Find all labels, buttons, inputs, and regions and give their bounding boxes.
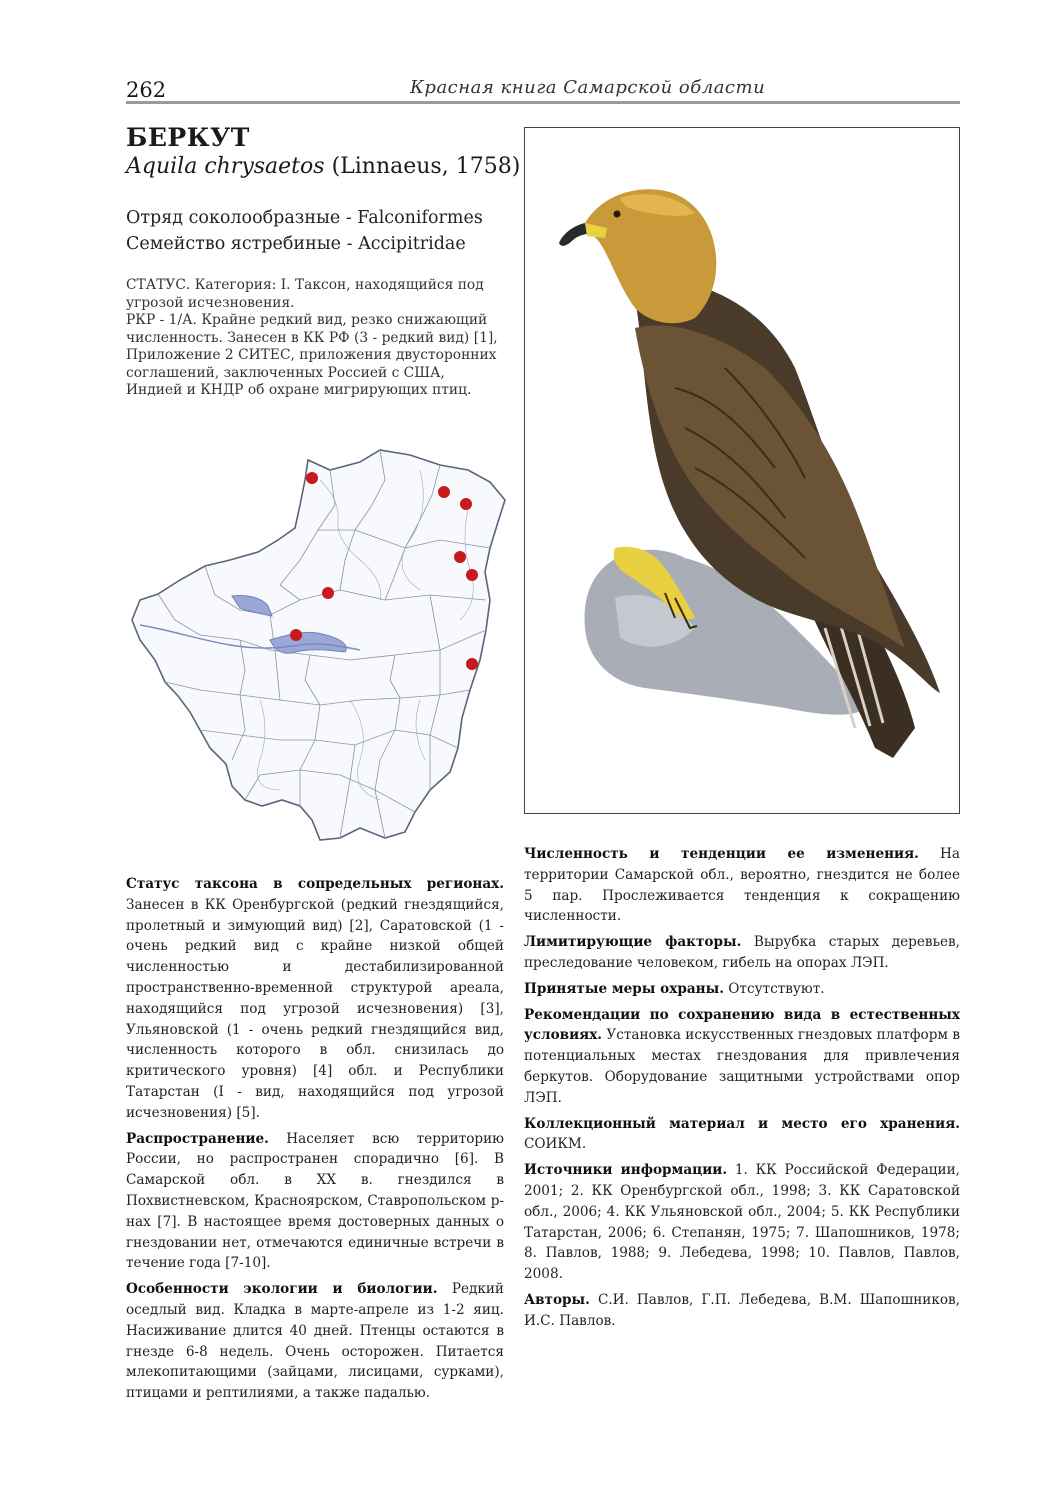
map-marker: [290, 629, 302, 641]
section-heading: Коллекционный материал и место его хранения.: [524, 1115, 960, 1132]
section-text: Населяет всю территорию России, но распространен спорадично [6]. В Самарской обл. в XX в. гнездился в Похвистневском, Красноярском, Ставропольском р-нах [7]. В настоящее время достоверных данных о гнездовании нет, отмечаются единичные встречи в течение года [7-10].: [126, 1130, 504, 1272]
species-name-ru: БЕРКУТ: [126, 123, 250, 152]
section-right-3: [524, 1005, 960, 1109]
section-heading: Особенности экологии и биологии.: [126, 1281, 438, 1298]
section-heading: Распространение.: [126, 1130, 269, 1147]
section-heading: Статус таксона в сопредельных регионах.: [126, 876, 504, 892]
status-rkr: РКР - 1/А. Крайне редкий вид, резко снижающий численность. Занесен в КК РФ (3 - редкий вид) [1], Приложение 2 СИТЕС, приложения двусторонних соглашений, заключенных Россией с США, Индией и КНДР об охране мигрирующих птиц.: [126, 312, 498, 398]
section-text: Отсутствуют.: [723, 980, 825, 997]
section-text: Редкий оседлый вид. Кладка в марте-апреле из 1-2 яиц. Насиживание длится 40 дней. Птенцы остаются в гнезде 6-8 недель. Очень осторожен. Питается млекопитающими (зайцами, лисицами, сурками), птицами и рептилиями, а также падалью.: [126, 1281, 504, 1402]
map-marker: [438, 486, 450, 498]
section-text: На территории Самарской обл., вероятно, гнездится не более 5 пар. Прослеживается тенденция к сокращению численности.: [524, 846, 961, 925]
status-category-text: Категория: I. Таксон, находящийся под угрозой исчезновения.: [126, 277, 484, 311]
status-block: [126, 277, 498, 400]
map-marker: [466, 658, 478, 670]
left-column: [126, 874, 504, 1409]
section-heading: Лимитирующие факторы.: [524, 934, 742, 951]
section-right-2: [524, 979, 960, 1000]
eagle-eye: [614, 211, 621, 218]
section-left-1: [126, 1129, 504, 1275]
latin-binomial: Aquila chrysaetos: [126, 154, 325, 179]
page-number: 262: [126, 78, 167, 102]
species-name-latin: [126, 154, 520, 179]
section-text: Занесен в КК Оренбургской (редкий гнездящийся, пролетный и зимующий вид) [2], Саратовской (1 - очень редкий вид с крайне низкой общей численностью и дестабилизированной пространственно-временной структурой ареала, находящийся под угрозой исчезновения) [3], Ульяновской (1 - очень редкий гнездящийся вид, численность которого в обл. снизилась до критического уровня) [4] обл. и Республики Татарстан (I - вид, находящийся под угрозой исчезновения) [5].: [126, 896, 504, 1121]
distribution-map: [128, 438, 510, 848]
section-text: Вырубка старых деревьев, преследование человеком, гибель на опорах ЛЭП.: [524, 934, 960, 971]
section-text: СОИКМ.: [524, 1136, 587, 1153]
section-text: 1. КК Российской Федерации, 2001; 2. КК Оренбургской обл., 1998; 3. КК Саратовской обл., 2006; 4. КК Ульяновской обл., 2004; 5. КК Республики Татарстан, 2006; 6. Степанян, 1975; 7. Шапошников, 1978; 8. Павлов, 1988; 9. Лебедева, 1998; 10. Павлов, Павлов, 2008.: [524, 1162, 960, 1283]
section-right-4: [524, 1114, 960, 1156]
taxonomy-family: Семейство ястребиные - Accipitridae: [126, 234, 466, 254]
eagle-illustration: [525, 128, 958, 812]
running-header: Красная книга Самарской области: [410, 77, 766, 98]
status-category: [126, 277, 498, 312]
section-left-2: [126, 1279, 504, 1404]
section-left-0: [126, 874, 504, 1124]
taxonomy-order: Отряд соколообразные - Falconiformes: [126, 208, 483, 228]
section-heading: Источники информации.: [524, 1162, 728, 1179]
map-marker: [306, 472, 318, 484]
status-label: СТАТУС.: [126, 277, 191, 293]
map-marker: [466, 569, 478, 581]
map-marker: [454, 551, 466, 563]
section-text: Установка искусственных гнездовых платформ в потенциальных местах гнездования для привлечения беркутов. Оборудование защитными устройствами опор ЛЭП.: [524, 1027, 960, 1106]
section-right-1: [524, 932, 960, 974]
section-right-0: [524, 844, 960, 927]
header-rule: [126, 101, 960, 104]
section-right-6: [524, 1290, 960, 1332]
map-marker: [322, 587, 334, 599]
map-marker: [460, 498, 472, 510]
eagle-illustration-frame: [524, 127, 960, 814]
section-text: С.И. Павлов, Г.П. Лебедева, В.М. Шапошников, И.С. Павлов.: [524, 1291, 960, 1329]
section-heading: Принятые меры охраны.: [524, 980, 724, 997]
section-heading: Авторы.: [524, 1291, 590, 1308]
section-heading: Численность и тенденции ее изменения.: [524, 846, 919, 862]
right-column: [524, 844, 960, 1337]
latin-authority: (Linnaeus, 1758): [331, 154, 521, 179]
section-heading: Рекомендации по сохранению вида в естественных условиях.: [524, 1006, 960, 1044]
section-right-5: [524, 1160, 960, 1285]
